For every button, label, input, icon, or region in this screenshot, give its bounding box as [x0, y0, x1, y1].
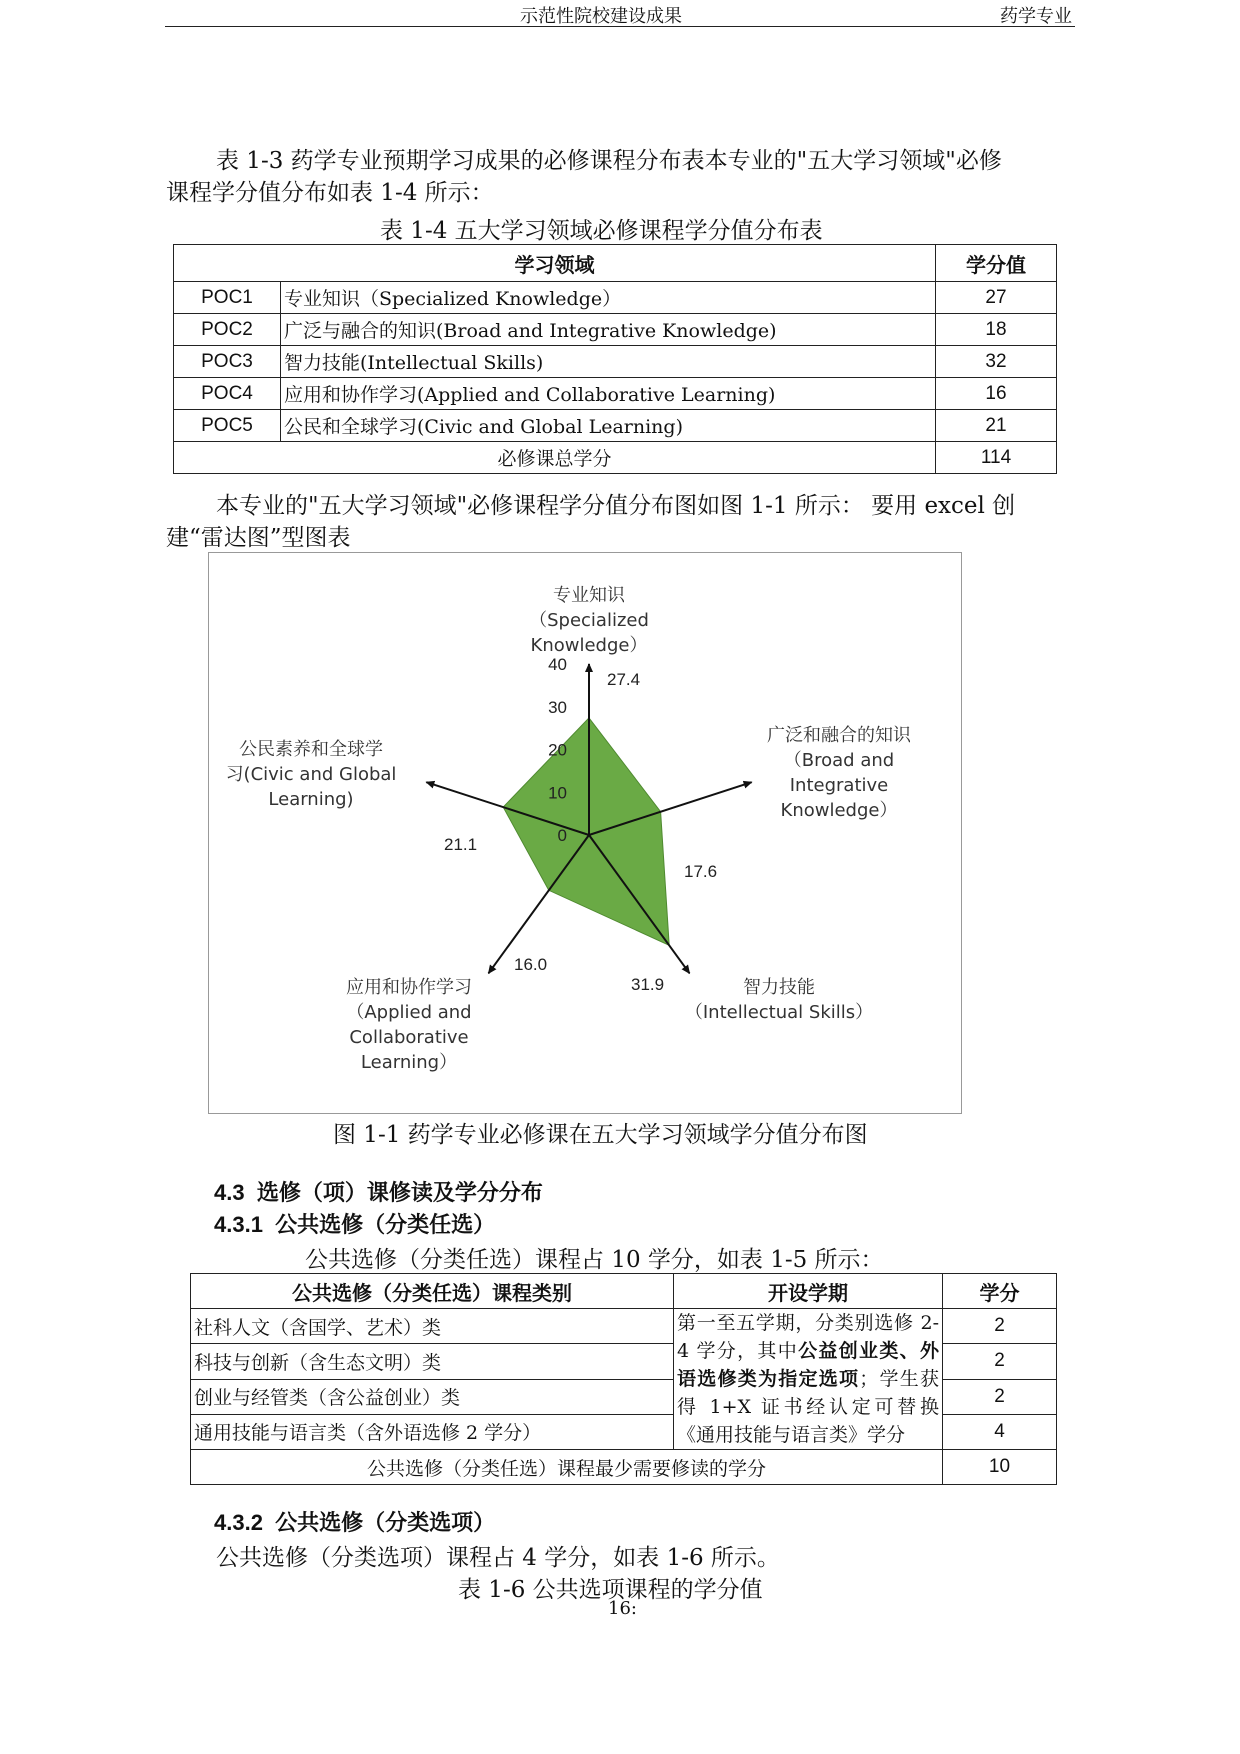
axis-category-label: Knowledge） [530, 635, 648, 656]
tick-label: 0 [557, 826, 567, 845]
total-value: 114 [936, 442, 1057, 474]
header-credit-value: 学分值 [936, 245, 1057, 282]
tick-label: 30 [548, 697, 567, 717]
axis-category-label: （Applied and [346, 1002, 472, 1023]
poc-credit: 18 [936, 314, 1057, 346]
poc-credit: 32 [936, 346, 1057, 378]
axis-category-label: 专业知识 [553, 585, 625, 606]
data-value-label: 31.9 [631, 975, 665, 994]
axis-category-label: 公民素养和全球学 [239, 739, 383, 760]
credit-cell: 2 [943, 1344, 1057, 1379]
table-header-row [174, 245, 1057, 282]
category-cell: 通用技能与语言类（含外语选修 2 学分） [191, 1414, 674, 1449]
header-term: 开设学期 [674, 1274, 943, 1309]
section-title: 公共选修（分类任选） [275, 1213, 496, 1238]
intro-paragraph-line2: 课程学分值分布如表 1-4 所示： [166, 180, 494, 206]
axis-category-label: 习(Civic and Global [225, 764, 397, 785]
poc-credit: 27 [936, 282, 1057, 314]
axis-category-label: 应用和协作学习 [346, 977, 472, 998]
table-1-6-caption: 表 1-6 公共选项课程的学分值 [458, 1577, 763, 1603]
table-row [174, 378, 1057, 410]
category-cell: 社科人文（含国学、艺术）类 [191, 1309, 674, 1344]
poc-code: POC1 [174, 282, 281, 314]
poc-name: 广泛与融合的知识(Broad and Integrative Knowledge) [281, 314, 936, 346]
poc-code: POC5 [174, 410, 281, 442]
section-number: 4.3.1 [214, 1212, 263, 1237]
running-header-major: 药学专业 [1000, 6, 1072, 27]
section-4-3-1-heading [214, 1208, 495, 1239]
poc-name: 公民和全球学习(Civic and Global Learning) [281, 410, 936, 442]
data-value-label: 21.1 [444, 835, 478, 854]
poc-credit: 21 [936, 410, 1057, 442]
axis-category-label: Learning) [268, 789, 354, 810]
section-4-3-2-heading [214, 1506, 495, 1537]
term-note-bold: 公益创业类、外语选修类为指定选项 [677, 1340, 939, 1390]
poc-name: 智力技能(Intellectual Skills) [281, 346, 936, 378]
poc-name: 专业知识（Specialized Knowledge） [281, 282, 936, 314]
total-label: 必修课总学分 [174, 442, 936, 474]
table-header-row [191, 1274, 1057, 1309]
header-learning-domain: 学习领域 [174, 245, 936, 282]
chart-intro-line1: 本专业的"五大学习领域"必修课程学分值分布图如图 1-1 所示： 要用 excel 创 [216, 493, 1016, 519]
section-number: 4.3.2 [214, 1510, 263, 1535]
section-number: 4.3 [214, 1180, 245, 1205]
page-number: 16: [608, 1598, 637, 1619]
table-total-row [191, 1450, 1057, 1485]
category-cell: 科技与创新（含生态文明）类 [191, 1344, 674, 1379]
table-row [174, 282, 1057, 314]
poc-code: POC4 [174, 378, 281, 410]
term-note-cell [674, 1309, 943, 1450]
table-1-4 [173, 244, 1057, 474]
term-note-pre: 第一至五学期，分类别选修 2-4 学分，其中 [677, 1312, 939, 1362]
table-row [174, 314, 1057, 346]
radar-chart [209, 553, 961, 1113]
min-credit-value: 10 [943, 1450, 1057, 1485]
chart-intro-line2: 建“雷达图”型图表 [166, 525, 351, 551]
section-4-3-heading [214, 1176, 543, 1207]
tick-label: 40 [548, 655, 567, 674]
header-credit: 学分 [943, 1274, 1057, 1309]
table-1-4-caption: 表 1-4 五大学习领域必修课程学分值分布表 [380, 218, 823, 244]
table-row [174, 346, 1057, 378]
data-value-label: 27.4 [607, 670, 641, 689]
min-credit-label: 公共选修（分类任选）课程最少需要修读的学分 [191, 1450, 943, 1485]
axis-category-label: （Intellectual Skills） [684, 1002, 874, 1023]
axis-category-label: Collaborative [349, 1027, 469, 1048]
axis-category-label: （Broad and [783, 750, 895, 771]
table-row [174, 410, 1057, 442]
figure-1-1-caption: 图 1-1 药学专业必修课在五大学习领域学分值分布图 [333, 1122, 868, 1148]
poc-credit: 16 [936, 378, 1057, 410]
header-category: 公共选修（分类任选）课程类别 [191, 1274, 674, 1309]
axis-category-label: 广泛和融合的知识 [767, 725, 911, 746]
poc-code: POC3 [174, 346, 281, 378]
section-4-3-2-intro: 公共选修（分类选项）课程占 4 学分，如表 1-6 所示。 [216, 1545, 780, 1571]
section-title: 选修（项）课修读及学分分布 [256, 1181, 543, 1206]
tick-label: 20 [548, 740, 567, 760]
axis-category-label: Integrative [789, 775, 889, 796]
category-cell: 创业与经管类（含公益创业）类 [191, 1379, 674, 1414]
poc-code: POC2 [174, 314, 281, 346]
section-title: 公共选修（分类选项） [275, 1511, 496, 1536]
tick-label: 10 [548, 783, 567, 803]
table-total-row [174, 442, 1057, 474]
data-value-label: 17.6 [684, 862, 718, 881]
credit-cell: 2 [943, 1309, 1057, 1344]
axis-category-label: 智力技能 [743, 977, 815, 998]
section-4-3-1-intro: 公共选修（分类任选）课程占 10 学分，如表 1-5 所示： [305, 1247, 884, 1273]
table-row [191, 1309, 1057, 1344]
axis-category-label: （Specialized [529, 610, 649, 631]
term-note-post: ；学生获得 1+X 证书经认定可替换《通用技能与语言类》学分 [677, 1368, 939, 1446]
poc-name: 应用和协作学习(Applied and Collaborative Learning) [281, 378, 936, 410]
credit-cell: 4 [943, 1414, 1057, 1449]
data-value-label: 16.0 [514, 955, 548, 974]
axis-category-label: Knowledge） [780, 800, 898, 821]
radar-chart-frame [208, 552, 962, 1114]
header-rule [165, 26, 1075, 27]
credit-cell: 2 [943, 1379, 1057, 1414]
axis-category-label: Learning） [360, 1052, 458, 1073]
running-header-title: 示范性院校建设成果 [520, 6, 682, 27]
table-1-5 [190, 1273, 1057, 1485]
intro-paragraph-line1: 表 1-3 药学专业预期学习成果的必修课程分布表本专业的"五大学习领域"必修 [216, 148, 1002, 174]
